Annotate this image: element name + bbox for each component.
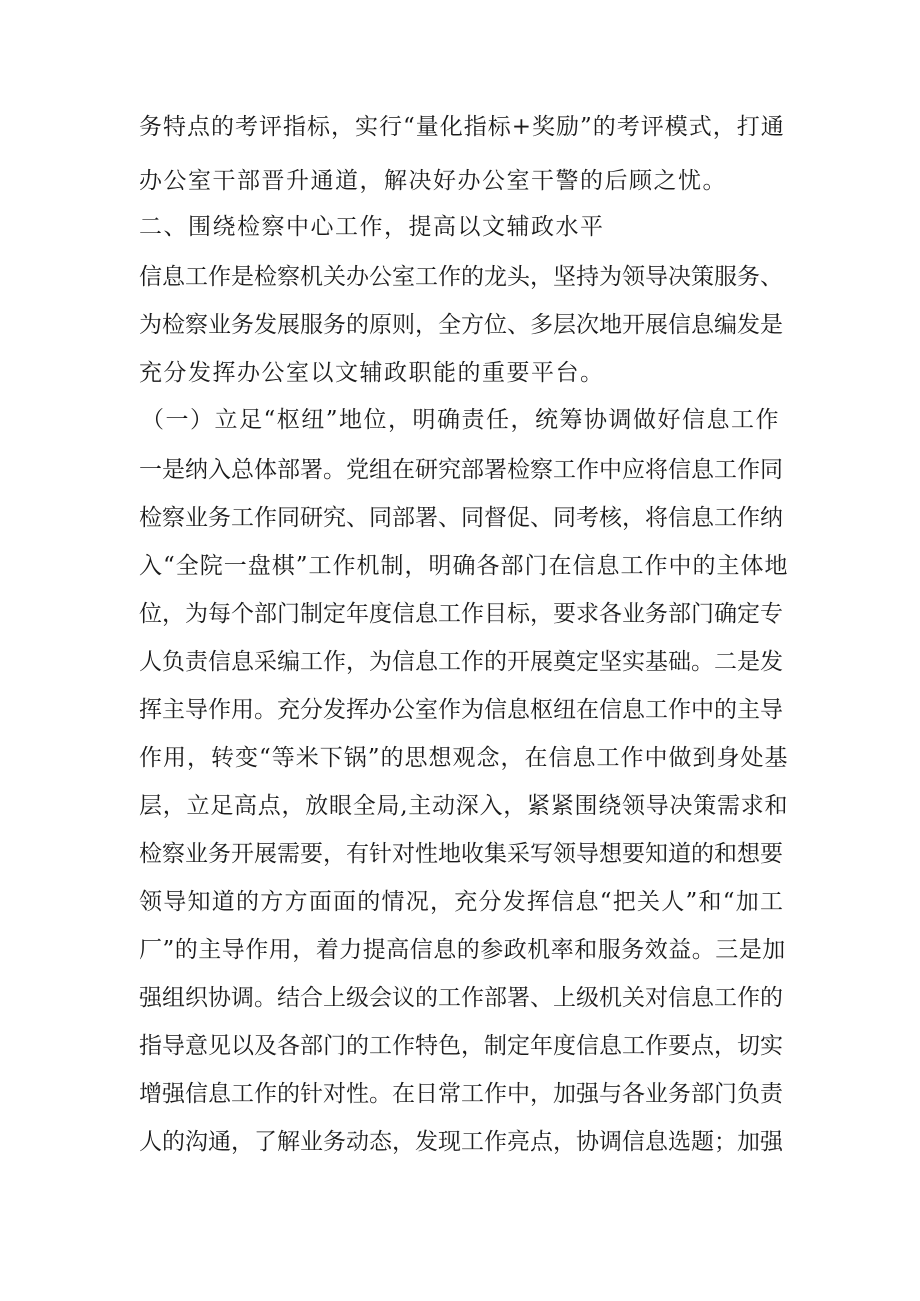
text-line-13: 挥主导作用。充分发挥办公室作为信息枢纽在信息工作中的主导 bbox=[139, 697, 783, 723]
text-line-19: 强组织协调。结合上级会议的工作部署、上级机关对信息工作的 bbox=[139, 985, 783, 1011]
subsection-heading-1: （一）立足“枢纽”地位，明确责任，统筹协调做好信息工作 bbox=[141, 407, 781, 433]
text-line-10: 入“全院一盘棋”工作机制，明确各部门在信息工作中的主体地 bbox=[139, 553, 789, 579]
text-line-12: 人负责信息采编工作，为信息工作的开展奠定坚实基础。二是发 bbox=[139, 649, 783, 675]
section-heading-2: 二、围绕检察中心工作，提高以文辅政水平 bbox=[139, 214, 605, 240]
text-line-15: 层，立足高点，放眼全局,主动深入，紧紧围绕领导决策需求和 bbox=[139, 793, 789, 819]
text-line-18: 厂”的主导作用，着力提高信息的参政机率和服务效益。三是加 bbox=[139, 937, 786, 963]
text-line-21: 增强信息工作的针对性。在日常工作中，加强与各业务部门负责 bbox=[139, 1081, 783, 1107]
text-line-2: 办公室干部晋升通道，解决好办公室干警的后顾之忧。 bbox=[139, 168, 727, 194]
text-line-8: 一是纳入总体部署。党组在研究部署检察工作中应将信息工作同 bbox=[139, 457, 783, 483]
text-line-22: 人的沟通，了解业务动态，发现工作亮点，协调信息选题；加强 bbox=[139, 1129, 783, 1155]
text-line-14: 作用，转变“等米下锅”的思想观念，在信息工作中做到身处基 bbox=[139, 745, 789, 771]
text-line-11: 位，为每个部门制定年度信息工作目标，要求各业务部门确定专 bbox=[139, 601, 783, 627]
text-line-9: 检察业务工作同研究、同部署、同督促、同考核，将信息工作纳 bbox=[139, 505, 783, 531]
text-line-16: 检察业务开展需要，有针对性地收集采写领导想要知道的和想要 bbox=[139, 841, 783, 867]
text-line-5: 为检察业务发展服务的原则，全方位、多层次地开展信息编发是 bbox=[139, 312, 783, 338]
text-line-1: 务特点的考评指标，实行“量化指标+奖励”的考评模式，打通 bbox=[139, 114, 785, 140]
text-line-4: 信息工作是检察机关办公室工作的龙头，坚持为领导决策服务、 bbox=[139, 264, 783, 290]
text-line-17: 领导知道的方方面面的情况，充分发挥信息“把关人”和“加工 bbox=[139, 889, 785, 915]
text-line-20: 指导意见以及各部门的工作特色，制定年度信息工作要点，切实 bbox=[139, 1033, 783, 1059]
text-line-6: 充分发挥办公室以文辅政职能的重要平台。 bbox=[139, 360, 605, 386]
